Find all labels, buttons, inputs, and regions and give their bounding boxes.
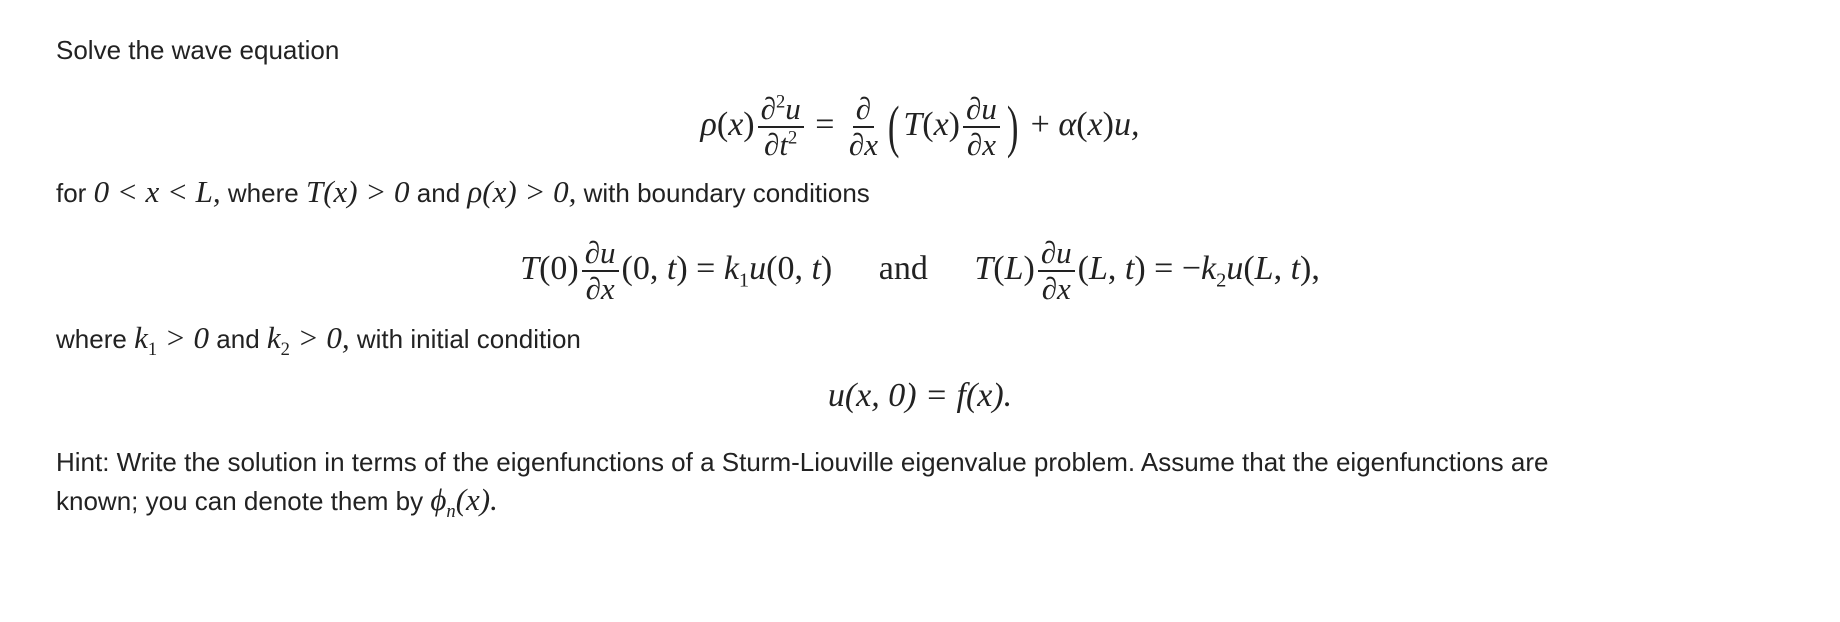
domain-math: 0 < x < L, xyxy=(93,174,221,209)
initial-condition: u(x, 0) = f(x). xyxy=(827,377,1013,414)
density-condition: ρ(x) > 0, xyxy=(467,174,577,209)
constants-sentence: where $k_1 > 0$ and $k_2 > 0$, with initial condition xyxy=(56,320,581,361)
tension-condition: T(x) > 0 xyxy=(305,174,410,209)
intro-text: Solve the wave equation xyxy=(56,35,340,65)
boundary-conditions: T(0) $\frac{\partial u}{\partial x}$ (0, $t) = k_1u(0$, t) and T(L) $\frac{\partial u}{\partial x}$ (L, $t) = -k_2u(L$, t), xyxy=(520,235,1320,307)
hint-line-1: Hint: Write the solution in terms of the eigenfunctions of a Sturm-Liouville eigenvalue problem. Assume that the eigenfunctions are xyxy=(56,447,1549,477)
boundary-connector: and xyxy=(878,249,928,287)
k1-condition: $k_1 > 0$ xyxy=(134,320,210,361)
eigenfunction-symbol: $\phi_n(x)$. xyxy=(430,482,498,523)
k2-condition: $k_2 > 0$, xyxy=(266,320,350,361)
hint-line-2: known; you can denote them by $\phi_n(x)$. xyxy=(56,482,498,523)
wave-equation: ρ(x) $\frac{\partial^2u}{\partial t^2}$ = $\frac{\partial}{\partial x}$ ( T(x) $\frac{\partial u}{\partial x}$ ) + α(x)u, xyxy=(700,91,1140,163)
domain-sentence: for 0 < x < L, where T(x) > 0 and ρ(x) > 0, with boundary conditions xyxy=(56,174,870,209)
